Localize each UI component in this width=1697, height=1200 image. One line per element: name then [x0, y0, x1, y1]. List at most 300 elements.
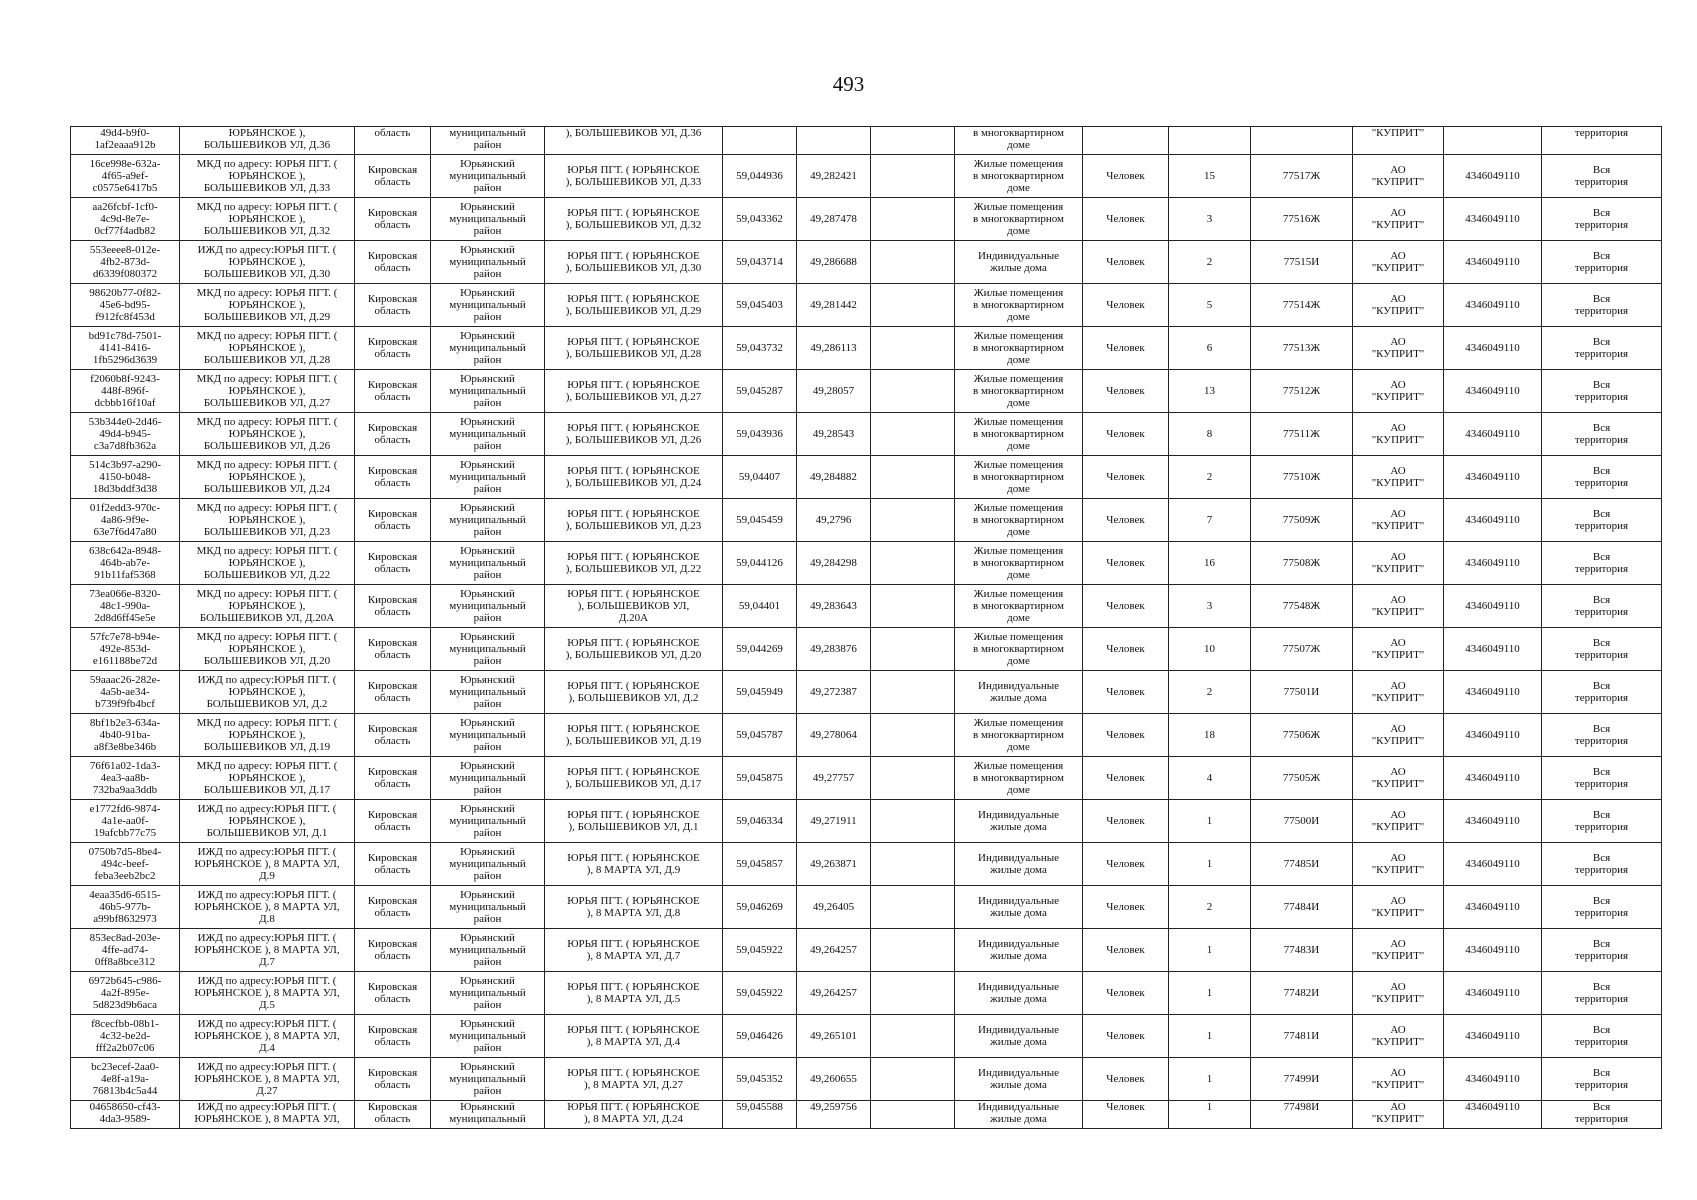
cell-inn: 4346049110 [1444, 499, 1542, 542]
cell-latitude: 59,043732 [723, 327, 797, 370]
cell-empty [871, 585, 955, 628]
cell-category: Индивидуальные жилые дома [955, 929, 1083, 972]
cell-address: ЮРЬЯ ПГТ. ( ЮРЬЯНСКОЕ ), БОЛЬШЕВИКОВ УЛ, Д.24 [545, 456, 723, 499]
table-row [71, 198, 1662, 241]
table-row [71, 886, 1662, 929]
cell-id: 01f2edd3-970c- 4a86-9f9e- 63e7f6d47a80 [71, 499, 180, 542]
cell-code: 77500И [1251, 800, 1353, 843]
cell-code: 77517Ж [1251, 155, 1353, 198]
cell-region: область [355, 127, 431, 155]
cell-id: bc23ecef-2aa0- 4e8f-a19a- 76813b4c5a44 [71, 1058, 180, 1101]
cell-region: Кировская область [355, 542, 431, 585]
cell-territory: Вся территория [1542, 542, 1662, 585]
cell-region: Кировская область [355, 843, 431, 886]
cell-code: 77505Ж [1251, 757, 1353, 800]
cell-inn: 4346049110 [1444, 413, 1542, 456]
cell-inn: 4346049110 [1444, 628, 1542, 671]
cell-region: Кировская область [355, 628, 431, 671]
cell-count: 8 [1169, 413, 1251, 456]
cell-organization: АО "КУПРИТ" [1353, 542, 1444, 585]
cell-address: ЮРЬЯ ПГТ. ( ЮРЬЯНСКОЕ ), 8 МАРТА УЛ, Д.5 [545, 972, 723, 1015]
cell-empty [871, 714, 955, 757]
cell-longitude: 49,283876 [797, 628, 871, 671]
cell-unit: Человек [1083, 972, 1169, 1015]
cell-address: ЮРЬЯ ПГТ. ( ЮРЬЯНСКОЕ ), БОЛЬШЕВИКОВ УЛ, Д.17 [545, 757, 723, 800]
cell-territory: Вся территория [1542, 413, 1662, 456]
cell-inn: 4346049110 [1444, 327, 1542, 370]
cell-name: ИЖД по адресу:ЮРЬЯ ПГТ. ( ЮРЬЯНСКОЕ ), 8 МАРТА УЛ, Д.9 [180, 843, 355, 886]
table-row [71, 284, 1662, 327]
cell-organization: АО "КУПРИТ" [1353, 456, 1444, 499]
cell-id: e1772fd6-9874- 4a1e-aa0f- 19afcbb77c75 [71, 800, 180, 843]
cell-region: Кировская область [355, 929, 431, 972]
cell-inn: 4346049110 [1444, 241, 1542, 284]
cell-organization: АО "КУПРИТ" [1353, 413, 1444, 456]
table-row [71, 585, 1662, 628]
cell-empty [871, 499, 955, 542]
cell-unit: Человек [1083, 1058, 1169, 1101]
cell-name: ИЖД по адресу:ЮРЬЯ ПГТ. ( ЮРЬЯНСКОЕ ), 8 МАРТА УЛ, Д.5 [180, 972, 355, 1015]
cell-district: Юрьянский муниципальный район [431, 499, 545, 542]
cell-latitude [723, 127, 797, 155]
cell-category: Жилые помещения в многоквартирном доме [955, 413, 1083, 456]
cell-organization: АО "КУПРИТ" [1353, 843, 1444, 886]
cell-longitude: 49,259756 [797, 1101, 871, 1129]
cell-name: МКД по адресу: ЮРЬЯ ПГТ. ( ЮРЬЯНСКОЕ ), БОЛЬШЕВИКОВ УЛ, Д.22 [180, 542, 355, 585]
cell-longitude: 49,271911 [797, 800, 871, 843]
cell-count: 1 [1169, 972, 1251, 1015]
cell-latitude: 59,045588 [723, 1101, 797, 1129]
cell-region: Кировская область [355, 370, 431, 413]
cell-longitude: 49,283643 [797, 585, 871, 628]
cell-count: 16 [1169, 542, 1251, 585]
cell-inn: 4346049110 [1444, 155, 1542, 198]
cell-id: 98620b77-0f82- 45e6-bd95- f912fc8f453d [71, 284, 180, 327]
table-row [71, 127, 1662, 155]
cell-unit: Человек [1083, 1101, 1169, 1129]
cell-organization: АО "КУПРИТ" [1353, 886, 1444, 929]
cell-district: Юрьянский муниципальный район [431, 972, 545, 1015]
cell-unit: Человек [1083, 929, 1169, 972]
cell-territory: Вся территория [1542, 1101, 1662, 1129]
cell-territory: Вся территория [1542, 370, 1662, 413]
cell-territory: Вся территория [1542, 198, 1662, 241]
cell-unit: Человек [1083, 241, 1169, 284]
cell-id: 8bf1b2e3-634a- 4b40-91ba- a8f3e8be346b [71, 714, 180, 757]
cell-longitude: 49,264257 [797, 929, 871, 972]
cell-empty [871, 413, 955, 456]
cell-count: 1 [1169, 843, 1251, 886]
cell-address: ЮРЬЯ ПГТ. ( ЮРЬЯНСКОЕ ), БОЛЬШЕВИКОВ УЛ, Д.30 [545, 241, 723, 284]
cell-count: 2 [1169, 671, 1251, 714]
cell-region: Кировская область [355, 499, 431, 542]
cell-inn: 4346049110 [1444, 800, 1542, 843]
cell-count: 4 [1169, 757, 1251, 800]
cell-code: 77481И [1251, 1015, 1353, 1058]
cell-code: 77501И [1251, 671, 1353, 714]
cell-longitude: 49,281442 [797, 284, 871, 327]
cell-count: 1 [1169, 1101, 1251, 1129]
cell-code: 77515И [1251, 241, 1353, 284]
cell-code: 77510Ж [1251, 456, 1353, 499]
cell-inn: 4346049110 [1444, 757, 1542, 800]
cell-region: Кировская область [355, 972, 431, 1015]
cell-latitude: 59,046426 [723, 1015, 797, 1058]
cell-empty [871, 843, 955, 886]
cell-territory: Вся территория [1542, 585, 1662, 628]
cell-id: 6972b645-c986- 4a2f-895e- 5d823d9b6aca [71, 972, 180, 1015]
cell-territory: Вся территория [1542, 757, 1662, 800]
cell-count: 2 [1169, 886, 1251, 929]
cell-unit: Человек [1083, 155, 1169, 198]
cell-region: Кировская область [355, 413, 431, 456]
cell-address: ЮРЬЯ ПГТ. ( ЮРЬЯНСКОЕ ), БОЛЬШЕВИКОВ УЛ, Д.23 [545, 499, 723, 542]
cell-region: Кировская область [355, 757, 431, 800]
cell-district: Юрьянский муниципальный район [431, 413, 545, 456]
cell-unit: Человек [1083, 370, 1169, 413]
cell-category: Индивидуальные жилые дома [955, 241, 1083, 284]
cell-address: ЮРЬЯ ПГТ. ( ЮРЬЯНСКОЕ ), БОЛЬШЕВИКОВ УЛ, Д.1 [545, 800, 723, 843]
cell-address: ЮРЬЯ ПГТ. ( ЮРЬЯНСКОЕ ), БОЛЬШЕВИКОВ УЛ, Д.20А [545, 585, 723, 628]
cell-id: f8cecfbb-08b1- 4c32-be2d- fff2a2b07c06 [71, 1015, 180, 1058]
cell-district: Юрьянский муниципальный район [431, 1058, 545, 1101]
cell-region: Кировская область [355, 456, 431, 499]
cell-territory: Вся территория [1542, 714, 1662, 757]
cell-longitude: 49,28543 [797, 413, 871, 456]
cell-inn: 4346049110 [1444, 542, 1542, 585]
cell-region: Кировская область [355, 155, 431, 198]
page-number: 493 [832, 72, 865, 96]
cell-district: Юрьянский муниципальный район [431, 198, 545, 241]
cell-unit: Человек [1083, 284, 1169, 327]
table-row [71, 628, 1662, 671]
cell-territory: Вся территория [1542, 800, 1662, 843]
registry-table [70, 126, 1662, 1129]
cell-unit: Человек [1083, 413, 1169, 456]
cell-organization: АО "КУПРИТ" [1353, 972, 1444, 1015]
cell-territory: Вся территория [1542, 456, 1662, 499]
cell-latitude: 59,043936 [723, 413, 797, 456]
cell-longitude: 49,265101 [797, 1015, 871, 1058]
cell-category: Жилые помещения в многоквартирном доме [955, 284, 1083, 327]
cell-unit: Человек [1083, 542, 1169, 585]
cell-region: Кировская область [355, 198, 431, 241]
cell-territory: Вся территория [1542, 972, 1662, 1015]
cell-code: 77499И [1251, 1058, 1353, 1101]
cell-inn: 4346049110 [1444, 370, 1542, 413]
cell-count [1169, 127, 1251, 155]
cell-region: Кировская область [355, 241, 431, 284]
cell-code: 77509Ж [1251, 499, 1353, 542]
cell-organization: АО "КУПРИТ" [1353, 757, 1444, 800]
cell-organization: АО "КУПРИТ" [1353, 628, 1444, 671]
cell-region: Кировская область [355, 671, 431, 714]
cell-count: 3 [1169, 198, 1251, 241]
cell-organization: АО "КУПРИТ" [1353, 1015, 1444, 1058]
cell-empty [871, 1058, 955, 1101]
cell-region: Кировская область [355, 1015, 431, 1058]
table-row [71, 327, 1662, 370]
cell-empty [871, 127, 955, 155]
table-row [71, 456, 1662, 499]
cell-inn: 4346049110 [1444, 456, 1542, 499]
cell-name: МКД по адресу: ЮРЬЯ ПГТ. ( ЮРЬЯНСКОЕ ), БОЛЬШЕВИКОВ УЛ, Д.20 [180, 628, 355, 671]
cell-region: Кировская область [355, 585, 431, 628]
cell-longitude: 49,263871 [797, 843, 871, 886]
cell-region: Кировская область [355, 886, 431, 929]
cell-id: 0750b7d5-8be4- 494c-beef- feba3eeb2bc2 [71, 843, 180, 886]
cell-longitude: 49,272387 [797, 671, 871, 714]
cell-unit: Человек [1083, 1015, 1169, 1058]
cell-territory: Вся территория [1542, 1058, 1662, 1101]
cell-latitude: 59,04401 [723, 585, 797, 628]
cell-name: МКД по адресу: ЮРЬЯ ПГТ. ( ЮРЬЯНСКОЕ ), БОЛЬШЕВИКОВ УЛ, Д.32 [180, 198, 355, 241]
cell-empty [871, 800, 955, 843]
cell-inn: 4346049110 [1444, 1101, 1542, 1129]
cell-organization: АО "КУПРИТ" [1353, 671, 1444, 714]
cell-code: 77512Ж [1251, 370, 1353, 413]
cell-inn: 4346049110 [1444, 714, 1542, 757]
cell-latitude: 59,045352 [723, 1058, 797, 1101]
cell-name: МКД по адресу: ЮРЬЯ ПГТ. ( ЮРЬЯНСКОЕ ), БОЛЬШЕВИКОВ УЛ, Д.20А [180, 585, 355, 628]
cell-district: Юрьянский муниципальный район [431, 327, 545, 370]
cell-empty [871, 1101, 955, 1129]
cell-name: МКД по адресу: ЮРЬЯ ПГТ. ( ЮРЬЯНСКОЕ ), БОЛЬШЕВИКОВ УЛ, Д.33 [180, 155, 355, 198]
cell-inn: 4346049110 [1444, 671, 1542, 714]
cell-region: Кировская область [355, 1101, 431, 1129]
cell-region: Кировская область [355, 327, 431, 370]
cell-unit: Человек [1083, 628, 1169, 671]
cell-organization: АО "КУПРИТ" [1353, 370, 1444, 413]
cell-category: Индивидуальные жилые дома [955, 1058, 1083, 1101]
cell-territory: Вся территория [1542, 843, 1662, 886]
cell-region: Кировская область [355, 800, 431, 843]
cell-inn: 4346049110 [1444, 929, 1542, 972]
cell-territory: Вся территория [1542, 327, 1662, 370]
table-row [71, 1101, 1662, 1129]
cell-organization: АО "КУПРИТ" [1353, 284, 1444, 327]
cell-count: 1 [1169, 929, 1251, 972]
cell-code: 77507Ж [1251, 628, 1353, 671]
cell-organization: АО "КУПРИТ" [1353, 241, 1444, 284]
cell-territory: Вся территория [1542, 499, 1662, 542]
cell-name: ИЖД по адресу:ЮРЬЯ ПГТ. ( ЮРЬЯНСКОЕ ), БОЛЬШЕВИКОВ УЛ, Д.2 [180, 671, 355, 714]
cell-name: МКД по адресу: ЮРЬЯ ПГТ. ( ЮРЬЯНСКОЕ ), БОЛЬШЕВИКОВ УЛ, Д.24 [180, 456, 355, 499]
cell-empty [871, 542, 955, 585]
cell-category: Индивидуальные жилые дома [955, 671, 1083, 714]
cell-unit: Человек [1083, 499, 1169, 542]
cell-category: Жилые помещения в многоквартирном доме [955, 542, 1083, 585]
cell-territory: Вся территория [1542, 241, 1662, 284]
cell-category: Жилые помещения в многоквартирном доме [955, 155, 1083, 198]
cell-district: Юрьянский муниципальный район [431, 671, 545, 714]
cell-longitude: 49,284298 [797, 542, 871, 585]
cell-longitude: 49,260655 [797, 1058, 871, 1101]
cell-name: МКД по адресу: ЮРЬЯ ПГТ. ( ЮРЬЯНСКОЕ ), БОЛЬШЕВИКОВ УЛ, Д.19 [180, 714, 355, 757]
cell-address: ЮРЬЯ ПГТ. ( ЮРЬЯНСКОЕ ), 8 МАРТА УЛ, Д.7 [545, 929, 723, 972]
cell-address: ЮРЬЯ ПГТ. ( ЮРЬЯНСКОЕ ), БОЛЬШЕВИКОВ УЛ, Д.28 [545, 327, 723, 370]
cell-id: 49d4-b9f0- 1af2eaaa912b [71, 127, 180, 155]
cell-latitude: 59,045922 [723, 972, 797, 1015]
cell-category: Индивидуальные жилые дома [955, 800, 1083, 843]
cell-district: Юрьянский муниципальный район [431, 155, 545, 198]
cell-address: ЮРЬЯ ПГТ. ( ЮРЬЯНСКОЕ ), 8 МАРТА УЛ, Д.8 [545, 886, 723, 929]
cell-code: 77513Ж [1251, 327, 1353, 370]
cell-code: 77508Ж [1251, 542, 1353, 585]
cell-territory: Вся территория [1542, 886, 1662, 929]
cell-count: 1 [1169, 800, 1251, 843]
cell-district: Юрьянский муниципальный район [431, 843, 545, 886]
cell-category: Индивидуальные жилые дома [955, 886, 1083, 929]
cell-inn: 4346049110 [1444, 585, 1542, 628]
cell-name: МКД по адресу: ЮРЬЯ ПГТ. ( ЮРЬЯНСКОЕ ), БОЛЬШЕВИКОВ УЛ, Д.29 [180, 284, 355, 327]
cell-latitude: 59,044936 [723, 155, 797, 198]
table-row [71, 843, 1662, 886]
table-row [71, 757, 1662, 800]
cell-name: МКД по адресу: ЮРЬЯ ПГТ. ( ЮРЬЯНСКОЕ ), БОЛЬШЕВИКОВ УЛ, Д.23 [180, 499, 355, 542]
cell-district: Юрьянский муниципальный район [431, 456, 545, 499]
table-row [71, 542, 1662, 585]
table-row [71, 972, 1662, 1015]
cell-unit: Человек [1083, 585, 1169, 628]
cell-longitude: 49,278064 [797, 714, 871, 757]
cell-code: 77498И [1251, 1101, 1353, 1129]
cell-address: ЮРЬЯ ПГТ. ( ЮРЬЯНСКОЕ ), БОЛЬШЕВИКОВ УЛ, Д.19 [545, 714, 723, 757]
cell-district: Юрьянский муниципальный район [431, 714, 545, 757]
cell-id: 53b344e0-2d46- 49d4-b945- c3a7d8fb362a [71, 413, 180, 456]
cell-unit [1083, 127, 1169, 155]
cell-address: ЮРЬЯ ПГТ. ( ЮРЬЯНСКОЕ ), 8 МАРТА УЛ, Д.24 [545, 1101, 723, 1129]
cell-count: 18 [1169, 714, 1251, 757]
cell-code: 77485И [1251, 843, 1353, 886]
cell-address: ЮРЬЯ ПГТ. ( ЮРЬЯНСКОЕ ), БОЛЬШЕВИКОВ УЛ, Д.27 [545, 370, 723, 413]
cell-empty [871, 155, 955, 198]
cell-longitude: 49,26405 [797, 886, 871, 929]
cell-empty [871, 671, 955, 714]
cell-id: 16ce998e-632a- 4f65-a9ef- c0575e6417b5 [71, 155, 180, 198]
cell-name: МКД по адресу: ЮРЬЯ ПГТ. ( ЮРЬЯНСКОЕ ), БОЛЬШЕВИКОВ УЛ, Д.28 [180, 327, 355, 370]
cell-organization: "КУПРИТ" [1353, 127, 1444, 155]
cell-category: в многоквартирном доме [955, 127, 1083, 155]
cell-organization: АО "КУПРИТ" [1353, 714, 1444, 757]
cell-latitude: 59,045403 [723, 284, 797, 327]
cell-count: 13 [1169, 370, 1251, 413]
cell-inn [1444, 127, 1542, 155]
cell-territory: Вся территория [1542, 671, 1662, 714]
table-row [71, 800, 1662, 843]
cell-unit: Человек [1083, 800, 1169, 843]
cell-region: Кировская область [355, 714, 431, 757]
cell-name: ИЖД по адресу:ЮРЬЯ ПГТ. ( ЮРЬЯНСКОЕ ), 8 МАРТА УЛ, Д.27 [180, 1058, 355, 1101]
cell-count: 2 [1169, 456, 1251, 499]
cell-region: Кировская область [355, 1058, 431, 1101]
cell-address: ЮРЬЯ ПГТ. ( ЮРЬЯНСКОЕ ), БОЛЬШЕВИКОВ УЛ, Д.29 [545, 284, 723, 327]
cell-id: 553eeee8-012e- 4fb2-873d- d6339f080372 [71, 241, 180, 284]
cell-organization: АО "КУПРИТ" [1353, 929, 1444, 972]
cell-id: 73ea066e-8320- 48c1-990a- 2d8d6ff45e5e [71, 585, 180, 628]
cell-address: ЮРЬЯ ПГТ. ( ЮРЬЯНСКОЕ ), 8 МАРТА УЛ, Д.9 [545, 843, 723, 886]
cell-district: Юрьянский муниципальный район [431, 929, 545, 972]
cell-latitude: 59,044126 [723, 542, 797, 585]
cell-organization: АО "КУПРИТ" [1353, 800, 1444, 843]
cell-longitude [797, 127, 871, 155]
cell-unit: Человек [1083, 327, 1169, 370]
cell-longitude: 49,27757 [797, 757, 871, 800]
cell-name: ИЖД по адресу:ЮРЬЯ ПГТ. ( ЮРЬЯНСКОЕ ), 8 МАРТА УЛ, [180, 1101, 355, 1129]
cell-id: 57fc7e78-b94e- 492e-853d- e161188be72d [71, 628, 180, 671]
cell-count: 6 [1169, 327, 1251, 370]
cell-empty [871, 327, 955, 370]
table-row [71, 155, 1662, 198]
cell-name: ИЖД по адресу:ЮРЬЯ ПГТ. ( ЮРЬЯНСКОЕ ), 8 МАРТА УЛ, Д.4 [180, 1015, 355, 1058]
cell-empty [871, 757, 955, 800]
cell-count: 3 [1169, 585, 1251, 628]
cell-id: 638c642a-8948- 464b-ab7e- 91b11faf5368 [71, 542, 180, 585]
cell-id: 59aaac26-282e- 4a5b-ae34- b739f9fb4bcf [71, 671, 180, 714]
cell-district: Юрьянский муниципальный район [431, 1015, 545, 1058]
cell-count: 10 [1169, 628, 1251, 671]
cell-latitude: 59,046269 [723, 886, 797, 929]
cell-address: ЮРЬЯ ПГТ. ( ЮРЬЯНСКОЕ ), БОЛЬШЕВИКОВ УЛ, Д.33 [545, 155, 723, 198]
cell-inn: 4346049110 [1444, 284, 1542, 327]
cell-latitude: 59,04407 [723, 456, 797, 499]
cell-inn: 4346049110 [1444, 1015, 1542, 1058]
cell-longitude: 49,287478 [797, 198, 871, 241]
cell-category: Жилые помещения в многоквартирном доме [955, 757, 1083, 800]
cell-territory: Вся территория [1542, 929, 1662, 972]
cell-address: ЮРЬЯ ПГТ. ( ЮРЬЯНСКОЕ ), БОЛЬШЕВИКОВ УЛ, Д.22 [545, 542, 723, 585]
cell-name: МКД по адресу: ЮРЬЯ ПГТ. ( ЮРЬЯНСКОЕ ), БОЛЬШЕВИКОВ УЛ, Д.26 [180, 413, 355, 456]
cell-address: ЮРЬЯ ПГТ. ( ЮРЬЯНСКОЕ ), БОЛЬШЕВИКОВ УЛ, Д.20 [545, 628, 723, 671]
cell-territory: Вся территория [1542, 1015, 1662, 1058]
cell-count: 1 [1169, 1015, 1251, 1058]
cell-longitude: 49,2796 [797, 499, 871, 542]
cell-code: 77514Ж [1251, 284, 1353, 327]
cell-latitude: 59,045787 [723, 714, 797, 757]
cell-count: 7 [1169, 499, 1251, 542]
cell-id: 853ec8ad-203e- 4ffe-ad74- 0ff8a8bce312 [71, 929, 180, 972]
cell-territory: Вся территория [1542, 155, 1662, 198]
cell-district: Юрьянский муниципальный район [431, 241, 545, 284]
cell-code: 77484И [1251, 886, 1353, 929]
cell-district: муниципальный район [431, 127, 545, 155]
cell-longitude: 49,28057 [797, 370, 871, 413]
cell-empty [871, 284, 955, 327]
cell-district: Юрьянский муниципальный район [431, 542, 545, 585]
cell-address: ), БОЛЬШЕВИКОВ УЛ, Д.36 [545, 127, 723, 155]
cell-longitude: 49,282421 [797, 155, 871, 198]
table-row [71, 929, 1662, 972]
cell-category: Жилые помещения в многоквартирном доме [955, 714, 1083, 757]
table-row [71, 671, 1662, 714]
cell-latitude: 59,045949 [723, 671, 797, 714]
cell-district: Юрьянский муниципальный район [431, 284, 545, 327]
cell-code [1251, 127, 1353, 155]
cell-address: ЮРЬЯ ПГТ. ( ЮРЬЯНСКОЕ ), БОЛЬШЕВИКОВ УЛ, Д.26 [545, 413, 723, 456]
cell-id: 04658650-cf43- 4da3-9589- [71, 1101, 180, 1129]
cell-organization: АО "КУПРИТ" [1353, 1101, 1444, 1129]
cell-latitude: 59,045875 [723, 757, 797, 800]
cell-district: Юрьянский муниципальный район [431, 757, 545, 800]
cell-code: 77482И [1251, 972, 1353, 1015]
cell-territory: Вся территория [1542, 628, 1662, 671]
cell-category: Жилые помещения в многоквартирном доме [955, 499, 1083, 542]
cell-organization: АО "КУПРИТ" [1353, 585, 1444, 628]
cell-category: Индивидуальные жилые дома [955, 1015, 1083, 1058]
cell-code: 77483И [1251, 929, 1353, 972]
cell-latitude: 59,046334 [723, 800, 797, 843]
table-row [71, 241, 1662, 284]
